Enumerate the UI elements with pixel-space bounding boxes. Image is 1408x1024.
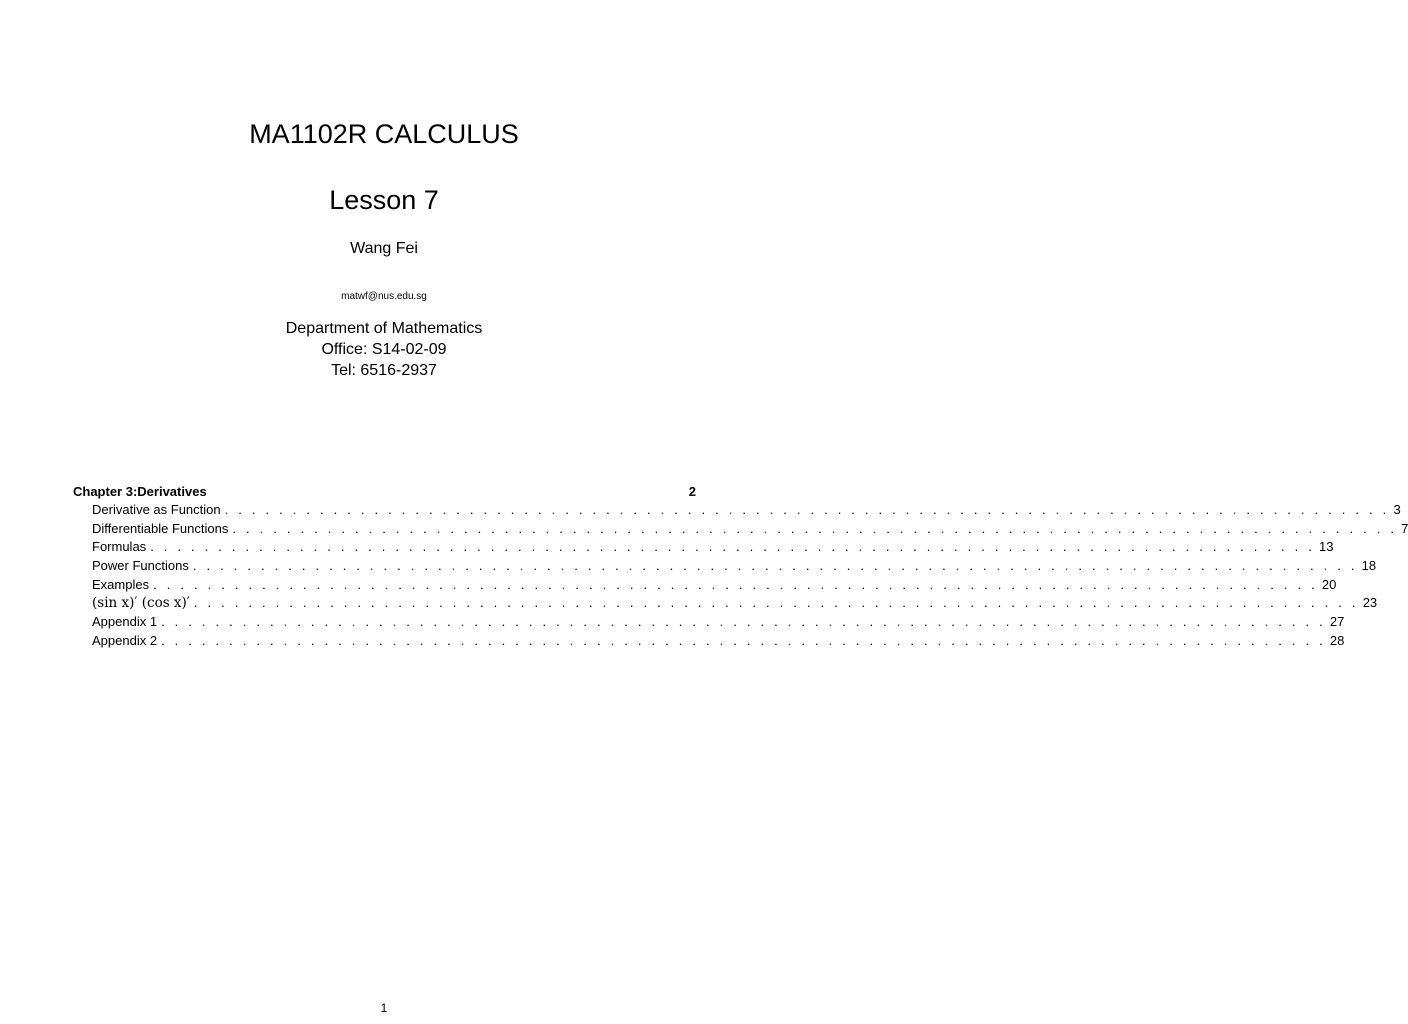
toc-entry-label: Formulas — [92, 539, 147, 555]
toc-entry-page: 28 — [1329, 632, 1345, 648]
toc-leader-dots: . . . . . . . . . . . . . . . . . . . . . . . . . . . . . . . . . . . . . . . . . . . . . . . . . . . . . . . . . . . . . . . . . . . . . . . . . . . . . . . . . . . . . . — [193, 595, 1359, 611]
author-name: Wang Fei — [350, 240, 418, 257]
toc-entry-differentiable-functions[interactable] — [73, 520, 1408, 539]
toc-entry-page: 13 — [1319, 539, 1334, 555]
toc-chapter-label: Chapter 3:Derivatives — [73, 484, 207, 499]
toc-entry-label: Appendix 2 — [92, 632, 158, 648]
contact-block — [0, 318, 768, 381]
table-of-contents — [73, 482, 1408, 651]
toc-leader-dots: . . . . . . . . . . . . . . . . . . . . . . . . . . . . . . . . . . . . . . . . . . . . . . . . . . . . . . . . . . . . . . . . . . . . . . . . . . . . . . . . . . . . . . — [232, 520, 1398, 536]
toc-entry-page: 27 — [1329, 614, 1345, 630]
toc-entry-sin-cos-derivatives[interactable] — [73, 594, 1378, 613]
toc-entry-page: 7 — [1401, 520, 1408, 536]
lesson-title: Lesson 7 — [329, 185, 439, 215]
department: Department of Mathematics — [285, 320, 483, 337]
toc-entry-page: 3 — [1393, 502, 1401, 517]
toc-leader-dots: . . . . . . . . . . . . . . . . . . . . . . . . . . . . . . . . . . . . . . . . . . . . . . . . . . . . . . . . . . . . . . . . . . . . . . . . . . . . . . . . . . . . . . — [150, 539, 1316, 555]
toc-entry-power-functions[interactable] — [73, 557, 1377, 576]
toc-chapter-heading[interactable] — [73, 482, 696, 501]
toc-leader-dots: . . . . . . . . . . . . . . . . . . . . . . . . . . . . . . . . . . . . . . . . . . . . . . . . . . . . . . . . . . . . . . . . . . . . . . . . . . . . . . . . . . . . . . — [153, 576, 1318, 592]
toc-entry-formulas[interactable] — [73, 538, 1334, 557]
toc-leader-dots: . . . . . . . . . . . . . . . . . . . . . . . . . . . . . . . . . . . . . . . . . . . . . . . . . . . . . . . . . . . . . . . . . . . . . . . . . . . . . . . . . . . . . . — [224, 502, 1390, 517]
toc-leader-dots: . . . . . . . . . . . . . . . . . . . . . . . . . . . . . . . . . . . . . . . . . . . . . . . . . . . . . . . . . . . . . . . . . . . . . . . . . . . . . . . . . . . . . . — [161, 632, 1326, 648]
office: Office: S14-02-09 — [321, 341, 447, 358]
toc-entry-derivative-as-function[interactable] — [73, 501, 1401, 520]
toc-entry-label: Derivative as Function — [92, 502, 221, 517]
toc-entry-label: Examples — [92, 576, 150, 592]
toc-entry-label: (sin x)′ (cos x)′ — [92, 595, 190, 612]
toc-chapter-page: 2 — [688, 484, 696, 499]
toc-leader-dots: . . . . . . . . . . . . . . . . . . . . . . . . . . . . . . . . . . . . . . . . . . . . . . . . . . . . . . . . . . . . . . . . . . . . . . . . . . . . . . . . . . . . . . — [161, 614, 1326, 630]
toc-entry-appendix-1[interactable] — [73, 613, 1345, 632]
toc-entry-page: 18 — [1361, 558, 1377, 574]
course-title: MA1102R CALCULUS — [249, 119, 519, 149]
toc-entry-page: 23 — [1362, 595, 1378, 611]
toc-entry-label: Differentiable Functions — [92, 520, 229, 536]
toc-entry-appendix-2[interactable] — [73, 632, 1345, 651]
toc-leader-dots: . . . . . . . . . . . . . . . . . . . . . . . . . . . . . . . . . . . . . . . . . . . . . . . . . . . . . . . . . . . . . . . . . . . . . . . . . . . . . . . . . . . . . . — [192, 558, 1358, 574]
toc-entry-page: 20 — [1321, 576, 1337, 592]
page-number: 1 — [380, 1001, 388, 1015]
author-email: matwf@nus.edu.sg — [341, 291, 427, 302]
toc-entry-label: Power Functions — [92, 558, 189, 574]
telephone: Tel: 6516-2937 — [331, 362, 437, 379]
toc-entry-label: Appendix 1 — [92, 614, 158, 630]
toc-entry-examples[interactable] — [73, 576, 1337, 595]
